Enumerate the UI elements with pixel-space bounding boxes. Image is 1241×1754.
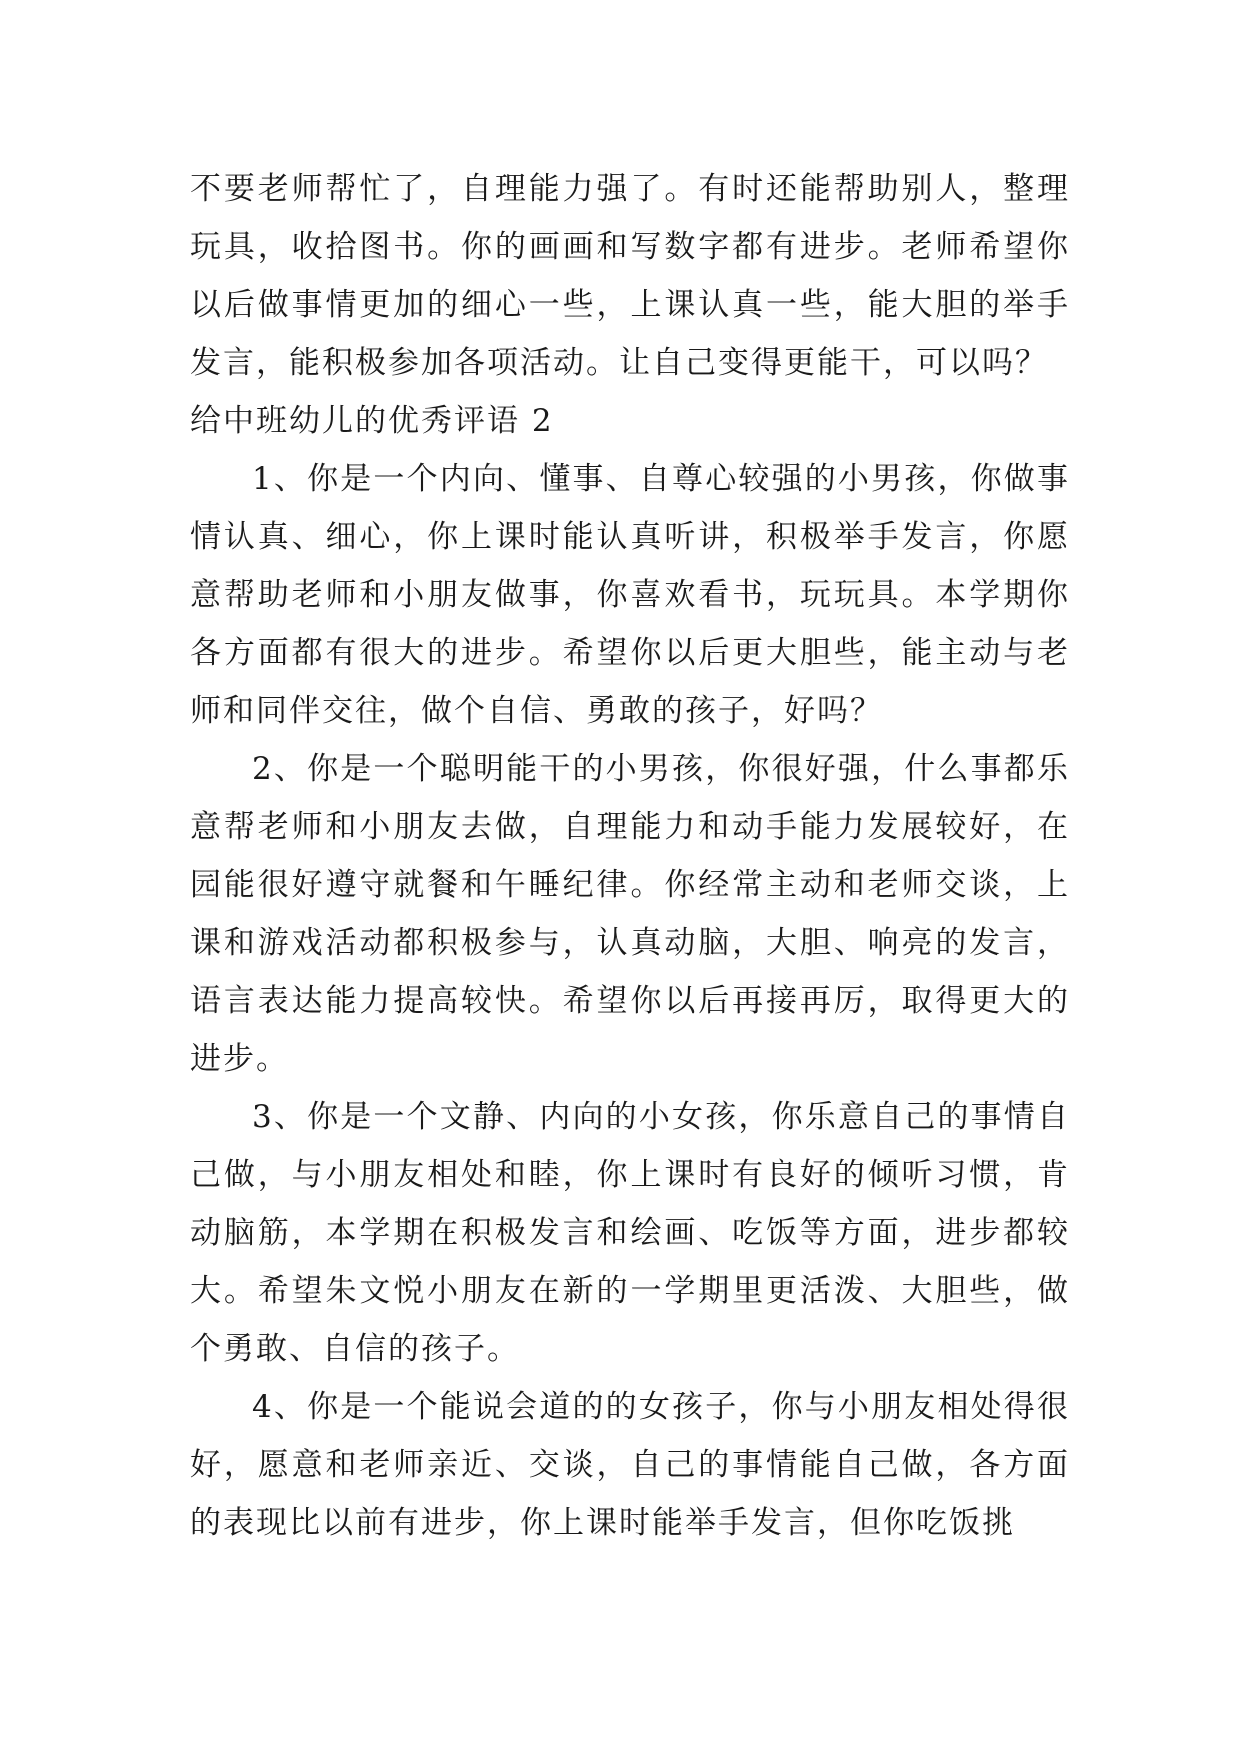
evaluation-item-4: 4、你是一个能说会道的的女孩子，你与小朋友相处得很好，愿意和老师亲近、交谈，自己的事情能自己做，各方面的表现比以前有进步，你上课时能举手发言，但你吃饭挑	[190, 1389, 1070, 1541]
evaluation-item-3: 3、你是一个文静、内向的小女孩，你乐意自己的事情自己做，与小朋友相处和睦，你上课时有良好的倾听习惯，肯动脑筋，本学期在积极发言和绘画、吃饭等方面，进步都较大。希望朱文悦小朋友在新的一学期里更活泼、大胆些，做个勇敢、自信的孩子。	[190, 1099, 1070, 1367]
evaluation-item-1: 1、你是一个内向、懂事、自尊心较强的小男孩，你做事情认真、细心，你上课时能认真听讲，积极举手发言，你愿意帮助老师和小朋友做事，你喜欢看书，玩玩具。本学期你各方面都有很大的进步。希望你以后更大胆些，能主动与老师和同伴交往，做个自信、勇敢的孩子，好吗？	[190, 461, 1070, 729]
section-heading: 给中班幼儿的优秀评语 2	[190, 403, 554, 439]
intro-paragraph: 不要老师帮忙了，自理能力强了。有时还能帮助别人，整理玩具，收拾图书。你的画画和写数字都有进步。老师希望你以后做事情更加的细心一些，上课认真一些，能大胆的举手发言，能积极参加各项活动。让自己变得更能干，可以吗？	[190, 171, 1070, 381]
document-body	[190, 160, 1070, 1552]
evaluation-item-2: 2、你是一个聪明能干的小男孩，你很好强，什么事都乐意帮老师和小朋友去做，自理能力和动手能力发展较好，在园能很好遵守就餐和午睡纪律。你经常主动和老师交谈，上课和游戏活动都积极参与，认真动脑，大胆、响亮的发言，语言表达能力提高较快。希望你以后再接再厉，取得更大的进步。	[190, 751, 1070, 1077]
